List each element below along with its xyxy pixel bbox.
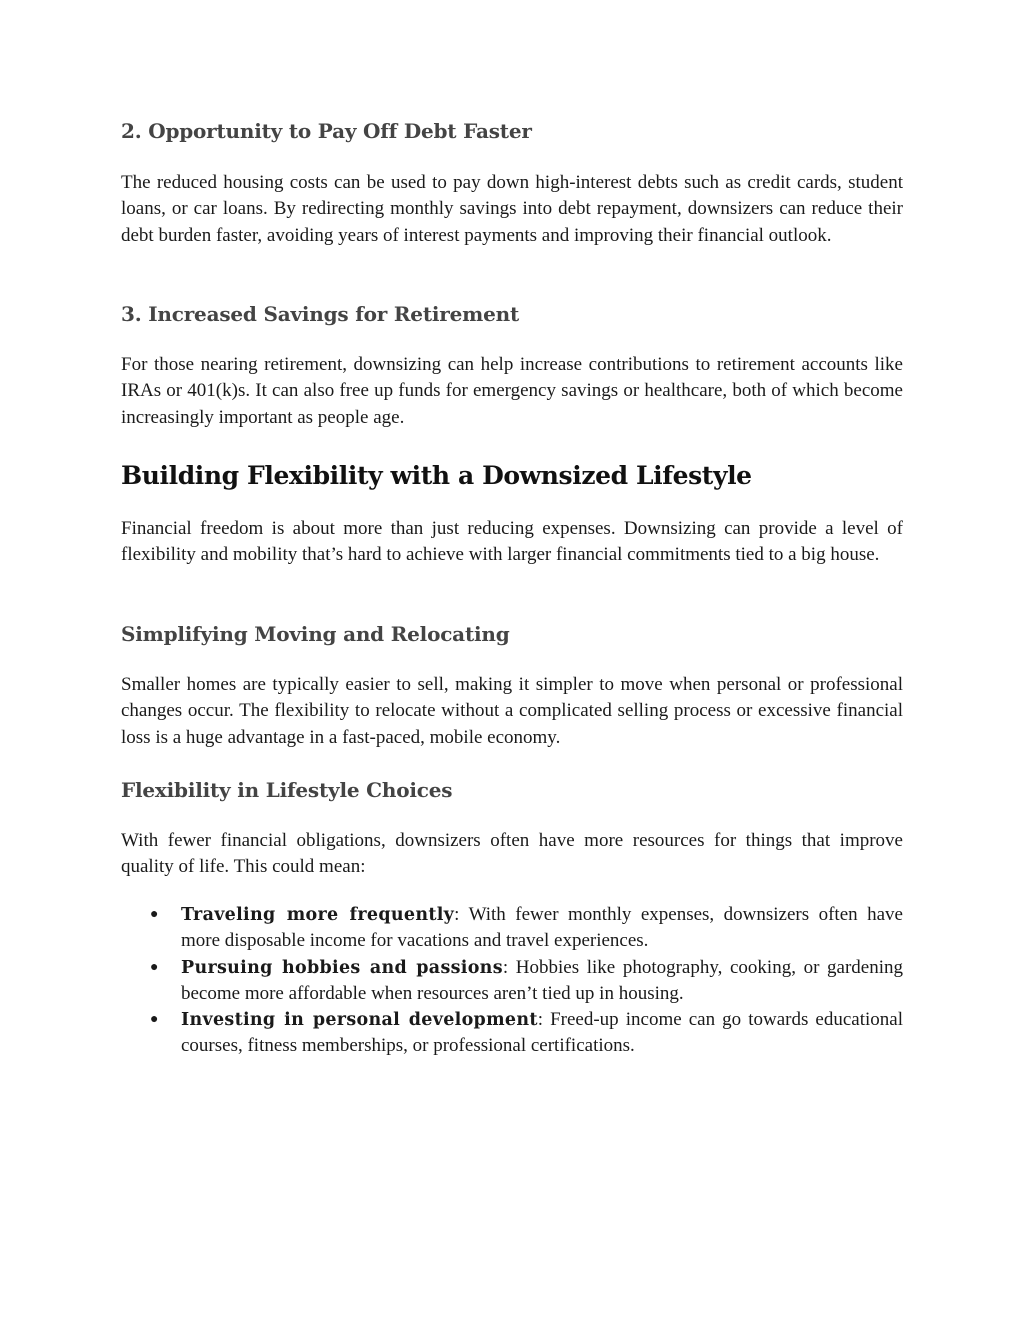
main-heading: Building Flexibility with a Downsized Lifestyle (121, 461, 752, 490)
lifestyle-bullet-list (121, 902, 903, 1060)
bullet-text: : Hobbies like photography, cooking, or gardening become more affordable when resources aren’t tied up in housing. (181, 956, 903, 1004)
list-item (121, 955, 903, 1008)
subsection-heading-moving: Simplifying Moving and Relocating (121, 622, 510, 646)
bullet-term: Investing in personal development (181, 1010, 538, 1031)
bullet-text: : With fewer monthly expenses, downsizers often have more disposable income for vacations and travel experiences. (181, 904, 903, 952)
bullet-icon: ● (150, 959, 159, 975)
bullet-term: Pursuing hobbies and passions (181, 957, 503, 978)
bullet-text: : Freed-up income can go towards educational courses, fitness memberships, or professional certifications. (181, 1009, 903, 1057)
bullet-term: Traveling more frequently (181, 905, 455, 925)
section-body-debt: The reduced housing costs can be used to pay down high-interest debts such as credit cards, student loans, or car loans. By redirecting monthly savings into debt repayment, downsizers can reduce their debt burden faster, avoiding years of interest payments and improving their financial outlook. (121, 172, 903, 246)
list-item (121, 902, 903, 955)
subsection-body-lifestyle: With fewer financial obligations, downsizers often have more resources for things that improve quality of life. This could mean: (121, 830, 903, 878)
section-heading-retirement: 3. Increased Savings for Retirement (121, 302, 519, 326)
list-item (121, 1007, 903, 1060)
subsection-body-moving: Smaller homes are typically easier to sell, making it simpler to move when personal or professional changes occur. The flexibility to relocate without a complicated selling process or excessive financial loss is a huge advantage in a fast-paced, mobile economy. (121, 674, 903, 748)
section-heading-debt: 2. Opportunity to Pay Off Debt Faster (121, 119, 532, 143)
main-intro-paragraph: Financial freedom is about more than just reducing expenses. Downsizing can provide a level of flexibility and mobility that’s hard to achieve with larger financial commitments tied to a big house. (121, 518, 903, 566)
subsection-heading-lifestyle: Flexibility in Lifestyle Choices (121, 778, 453, 802)
section-body-retirement: For those nearing retirement, downsizing can help increase contributions to retirement accounts like IRAs or 401(k)s. It can also free up funds for emergency savings or healthcare, both of which become increasingly important as people age. (121, 354, 903, 428)
bullet-icon: ● (150, 1012, 159, 1028)
bullet-icon: ● (150, 907, 159, 922)
